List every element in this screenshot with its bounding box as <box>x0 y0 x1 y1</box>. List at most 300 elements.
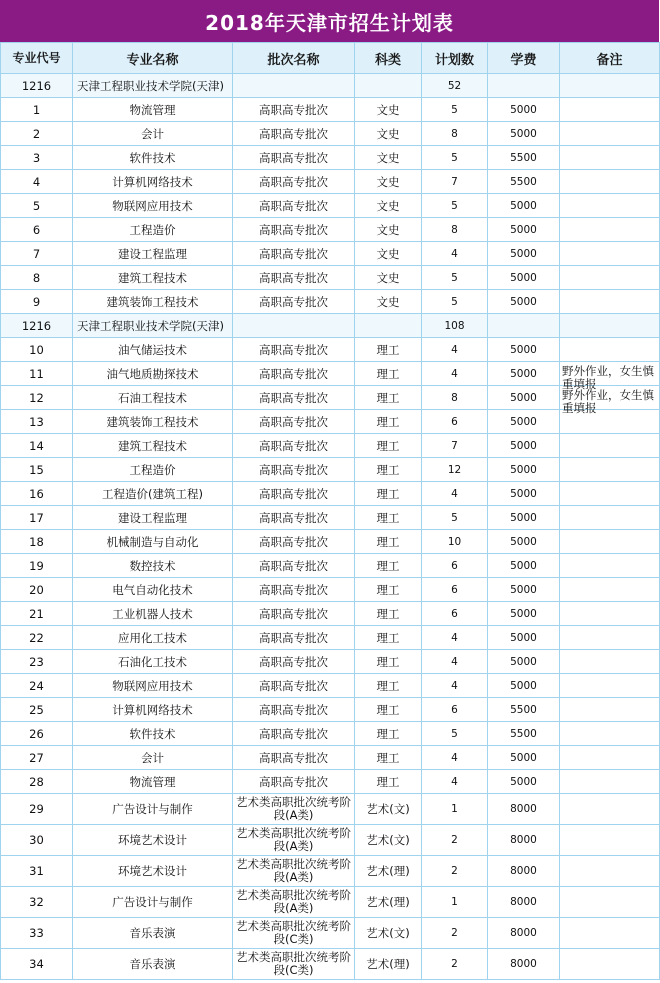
cell-batch: 艺术类高职批次统考阶段(A类) <box>233 794 355 825</box>
cell-fee: 5000 <box>488 530 560 554</box>
cell-batch: 艺术类高职批次统考阶段(A类) <box>233 825 355 856</box>
cell-category: 文史 <box>355 266 422 290</box>
cell-category: 艺术(理) <box>355 887 422 918</box>
cell-name: 工程造价(建筑工程) <box>73 482 233 506</box>
cell-plan: 6 <box>422 554 488 578</box>
cell-name: 天津工程职业技术学院(天津) <box>73 314 233 338</box>
cell-name: 工业机器人技术 <box>73 602 233 626</box>
cell-fee: 5000 <box>488 98 560 122</box>
cell-batch: 高职高专批次 <box>233 98 355 122</box>
cell-note <box>560 794 660 825</box>
cell-category: 理工 <box>355 650 422 674</box>
cell-plan: 108 <box>422 314 488 338</box>
cell-name: 工程造价 <box>73 218 233 242</box>
cell-fee: 5000 <box>488 602 560 626</box>
header-code: 专业代号 <box>1 43 73 74</box>
cell-batch: 高职高专批次 <box>233 602 355 626</box>
cell-fee: 5000 <box>488 338 560 362</box>
cell-plan: 4 <box>422 242 488 266</box>
cell-name: 应用化工技术 <box>73 626 233 650</box>
cell-note <box>560 314 660 338</box>
cell-name: 工程造价 <box>73 458 233 482</box>
table-row <box>1 410 660 434</box>
cell-batch: 高职高专批次 <box>233 242 355 266</box>
cell-plan: 8 <box>422 386 488 410</box>
cell-plan: 5 <box>422 194 488 218</box>
cell-note <box>560 602 660 626</box>
cell-plan: 4 <box>422 650 488 674</box>
cell-name: 软件技术 <box>73 146 233 170</box>
cell-category: 艺术(文) <box>355 794 422 825</box>
cell-category: 理工 <box>355 746 422 770</box>
cell-category: 理工 <box>355 602 422 626</box>
cell-batch: 艺术类高职批次统考阶段(C类) <box>233 949 355 980</box>
cell-batch: 高职高专批次 <box>233 410 355 434</box>
cell-code: 32 <box>1 887 73 918</box>
cell-name: 建筑装饰工程技术 <box>73 290 233 314</box>
cell-name: 石油化工技术 <box>73 650 233 674</box>
cell-note <box>560 362 660 391</box>
cell-batch: 高职高专批次 <box>233 530 355 554</box>
note-text: 野外作业，女生慎重填报 <box>562 364 654 391</box>
table-row <box>1 194 660 218</box>
cell-batch: 高职高专批次 <box>233 386 355 410</box>
cell-category: 理工 <box>355 482 422 506</box>
cell-plan: 10 <box>422 530 488 554</box>
cell-note <box>560 746 660 770</box>
cell-note <box>560 242 660 266</box>
cell-name: 广告设计与制作 <box>73 887 233 918</box>
cell-plan: 4 <box>422 626 488 650</box>
cell-name: 物流管理 <box>73 770 233 794</box>
table-row <box>1 122 660 146</box>
cell-name: 音乐表演 <box>73 918 233 949</box>
cell-plan: 5 <box>422 98 488 122</box>
cell-batch: 高职高专批次 <box>233 770 355 794</box>
cell-note <box>560 674 660 698</box>
cell-note <box>560 698 660 722</box>
cell-fee: 8000 <box>488 825 560 856</box>
cell-plan: 1 <box>422 794 488 825</box>
cell-note <box>560 825 660 856</box>
cell-plan: 6 <box>422 698 488 722</box>
cell-category: 艺术(文) <box>355 918 422 949</box>
cell-category: 文史 <box>355 290 422 314</box>
table-row <box>1 554 660 578</box>
cell-category: 文史 <box>355 98 422 122</box>
cell-plan: 8 <box>422 218 488 242</box>
cell-code: 15 <box>1 458 73 482</box>
table-row <box>1 146 660 170</box>
cell-code: 19 <box>1 554 73 578</box>
note-text: 野外作业，女生慎重填报 <box>562 388 654 415</box>
cell-category: 理工 <box>355 458 422 482</box>
cell-batch: 高职高专批次 <box>233 362 355 386</box>
cell-name: 建设工程监理 <box>73 506 233 530</box>
cell-name: 建筑装饰工程技术 <box>73 410 233 434</box>
cell-batch: 高职高专批次 <box>233 746 355 770</box>
cell-note <box>560 530 660 554</box>
cell-plan: 4 <box>422 770 488 794</box>
cell-fee: 5000 <box>488 626 560 650</box>
table-row <box>1 602 660 626</box>
cell-plan: 7 <box>422 434 488 458</box>
cell-code: 2 <box>1 122 73 146</box>
cell-note <box>560 434 660 458</box>
cell-code: 33 <box>1 918 73 949</box>
cell-batch: 高职高专批次 <box>233 170 355 194</box>
cell-fee: 5000 <box>488 674 560 698</box>
cell-fee: 5000 <box>488 746 560 770</box>
cell-code: 14 <box>1 434 73 458</box>
table-row <box>1 674 660 698</box>
cell-batch: 高职高专批次 <box>233 146 355 170</box>
cell-category: 理工 <box>355 674 422 698</box>
cell-name: 建筑工程技术 <box>73 434 233 458</box>
cell-code: 6 <box>1 218 73 242</box>
cell-note <box>560 458 660 482</box>
cell-batch: 高职高专批次 <box>233 482 355 506</box>
cell-batch <box>233 74 355 98</box>
cell-category: 文史 <box>355 146 422 170</box>
cell-plan: 4 <box>422 338 488 362</box>
cell-category: 理工 <box>355 770 422 794</box>
cell-plan: 2 <box>422 856 488 887</box>
cell-code: 22 <box>1 626 73 650</box>
cell-batch: 艺术类高职批次统考阶段(A类) <box>233 887 355 918</box>
cell-code: 11 <box>1 362 73 386</box>
cell-name: 数控技术 <box>73 554 233 578</box>
cell-fee: 8000 <box>488 794 560 825</box>
cell-code: 23 <box>1 650 73 674</box>
cell-fee: 5500 <box>488 722 560 746</box>
table-row <box>1 482 660 506</box>
cell-plan: 52 <box>422 74 488 98</box>
cell-name: 机械制造与自动化 <box>73 530 233 554</box>
cell-category: 理工 <box>355 578 422 602</box>
cell-name: 物联网应用技术 <box>73 674 233 698</box>
cell-code: 12 <box>1 386 73 410</box>
cell-fee: 5000 <box>488 482 560 506</box>
cell-code: 18 <box>1 530 73 554</box>
table-row <box>1 266 660 290</box>
table-row <box>1 242 660 266</box>
cell-fee: 8000 <box>488 918 560 949</box>
table-row <box>1 650 660 674</box>
cell-name: 环境艺术设计 <box>73 856 233 887</box>
cell-name: 会计 <box>73 122 233 146</box>
cell-code: 30 <box>1 825 73 856</box>
cell-note <box>560 949 660 980</box>
cell-category: 文史 <box>355 242 422 266</box>
cell-code: 31 <box>1 856 73 887</box>
cell-category: 理工 <box>355 626 422 650</box>
cell-name: 环境艺术设计 <box>73 825 233 856</box>
cell-batch: 高职高专批次 <box>233 506 355 530</box>
cell-code: 20 <box>1 578 73 602</box>
cell-note <box>560 918 660 949</box>
cell-plan: 4 <box>422 362 488 386</box>
cell-batch: 高职高专批次 <box>233 290 355 314</box>
cell-note <box>560 554 660 578</box>
cell-code: 10 <box>1 338 73 362</box>
cell-fee: 5000 <box>488 362 560 386</box>
cell-fee: 5000 <box>488 650 560 674</box>
cell-batch: 高职高专批次 <box>233 626 355 650</box>
cell-note <box>560 506 660 530</box>
cell-fee: 5500 <box>488 698 560 722</box>
cell-note <box>560 770 660 794</box>
cell-batch: 高职高专批次 <box>233 434 355 458</box>
cell-code: 24 <box>1 674 73 698</box>
cell-note <box>560 194 660 218</box>
cell-batch: 高职高专批次 <box>233 458 355 482</box>
table-row <box>1 218 660 242</box>
cell-plan: 5 <box>422 290 488 314</box>
cell-batch: 高职高专批次 <box>233 218 355 242</box>
cell-category: 文史 <box>355 170 422 194</box>
cell-code: 29 <box>1 794 73 825</box>
table-row <box>1 949 660 980</box>
cell-fee <box>488 314 560 338</box>
table-row <box>1 458 660 482</box>
school-group-row <box>1 74 660 98</box>
cell-code: 34 <box>1 949 73 980</box>
table-row <box>1 290 660 314</box>
table-row <box>1 918 660 949</box>
header-batch: 批次名称 <box>233 43 355 74</box>
cell-plan: 2 <box>422 949 488 980</box>
table-header-row <box>1 43 660 74</box>
cell-fee: 5000 <box>488 578 560 602</box>
table-body <box>1 74 660 980</box>
header-category: 科类 <box>355 43 422 74</box>
cell-category: 理工 <box>355 386 422 410</box>
cell-code: 27 <box>1 746 73 770</box>
cell-batch: 高职高专批次 <box>233 122 355 146</box>
cell-plan: 6 <box>422 602 488 626</box>
cell-plan: 5 <box>422 146 488 170</box>
cell-fee: 5000 <box>488 242 560 266</box>
table-row <box>1 698 660 722</box>
cell-note <box>560 482 660 506</box>
table-row <box>1 338 660 362</box>
cell-name: 建设工程监理 <box>73 242 233 266</box>
cell-batch: 高职高专批次 <box>233 722 355 746</box>
cell-note <box>560 887 660 918</box>
cell-batch: 高职高专批次 <box>233 674 355 698</box>
cell-category: 理工 <box>355 554 422 578</box>
enrollment-plan-table <box>0 42 660 980</box>
cell-fee <box>488 74 560 98</box>
cell-fee: 5000 <box>488 770 560 794</box>
table-row <box>1 626 660 650</box>
page-title: 2018年天津市招生计划表 <box>0 0 659 42</box>
cell-batch: 高职高专批次 <box>233 578 355 602</box>
school-group-row <box>1 314 660 338</box>
cell-category: 理工 <box>355 506 422 530</box>
table-row <box>1 794 660 825</box>
table-row <box>1 362 660 386</box>
cell-plan: 4 <box>422 674 488 698</box>
cell-code: 26 <box>1 722 73 746</box>
cell-category: 理工 <box>355 434 422 458</box>
cell-code: 28 <box>1 770 73 794</box>
cell-fee: 5000 <box>488 266 560 290</box>
table-row <box>1 98 660 122</box>
cell-category: 艺术(理) <box>355 856 422 887</box>
cell-note <box>560 290 660 314</box>
cell-batch: 高职高专批次 <box>233 194 355 218</box>
table-row <box>1 856 660 887</box>
cell-batch: 高职高专批次 <box>233 338 355 362</box>
table-row <box>1 434 660 458</box>
cell-fee: 8000 <box>488 887 560 918</box>
cell-note <box>560 386 660 415</box>
cell-category <box>355 314 422 338</box>
cell-name: 音乐表演 <box>73 949 233 980</box>
table-row <box>1 825 660 856</box>
cell-name: 电气自动化技术 <box>73 578 233 602</box>
cell-plan: 4 <box>422 482 488 506</box>
cell-batch: 艺术类高职批次统考阶段(C类) <box>233 918 355 949</box>
cell-name: 天津工程职业技术学院(天津) <box>73 74 233 98</box>
cell-code: 13 <box>1 410 73 434</box>
cell-plan: 5 <box>422 722 488 746</box>
cell-note <box>560 578 660 602</box>
cell-code: 25 <box>1 698 73 722</box>
cell-note <box>560 170 660 194</box>
cell-code: 17 <box>1 506 73 530</box>
cell-note <box>560 122 660 146</box>
cell-batch: 高职高专批次 <box>233 554 355 578</box>
cell-plan: 2 <box>422 918 488 949</box>
cell-fee: 5500 <box>488 146 560 170</box>
cell-name: 油气储运技术 <box>73 338 233 362</box>
cell-category: 理工 <box>355 722 422 746</box>
table-row <box>1 530 660 554</box>
cell-name: 会计 <box>73 746 233 770</box>
cell-fee: 5000 <box>488 458 560 482</box>
cell-note <box>560 98 660 122</box>
cell-note <box>560 650 660 674</box>
cell-plan: 8 <box>422 122 488 146</box>
cell-code: 1216 <box>1 74 73 98</box>
cell-code: 21 <box>1 602 73 626</box>
cell-fee: 5000 <box>488 386 560 410</box>
cell-plan: 7 <box>422 170 488 194</box>
header-plan: 计划数 <box>422 43 488 74</box>
cell-fee: 5000 <box>488 554 560 578</box>
cell-code: 9 <box>1 290 73 314</box>
cell-note <box>560 266 660 290</box>
cell-batch <box>233 314 355 338</box>
cell-category: 艺术(理) <box>355 949 422 980</box>
cell-category <box>355 74 422 98</box>
cell-name: 计算机网络技术 <box>73 170 233 194</box>
cell-fee: 5000 <box>488 194 560 218</box>
cell-fee: 8000 <box>488 856 560 887</box>
cell-plan: 2 <box>422 825 488 856</box>
table-row <box>1 386 660 410</box>
cell-note <box>560 856 660 887</box>
cell-name: 软件技术 <box>73 722 233 746</box>
table-row <box>1 506 660 530</box>
cell-category: 理工 <box>355 530 422 554</box>
cell-name: 物流管理 <box>73 98 233 122</box>
cell-plan: 12 <box>422 458 488 482</box>
cell-category: 文史 <box>355 218 422 242</box>
table-row <box>1 770 660 794</box>
cell-category: 文史 <box>355 194 422 218</box>
cell-plan: 5 <box>422 506 488 530</box>
cell-code: 4 <box>1 170 73 194</box>
cell-code: 1 <box>1 98 73 122</box>
cell-note <box>560 626 660 650</box>
cell-category: 理工 <box>355 410 422 434</box>
cell-name: 计算机网络技术 <box>73 698 233 722</box>
header-note: 备注 <box>560 43 660 74</box>
table-row <box>1 746 660 770</box>
cell-fee: 5500 <box>488 170 560 194</box>
cell-name: 建筑工程技术 <box>73 266 233 290</box>
cell-plan: 1 <box>422 887 488 918</box>
cell-plan: 5 <box>422 266 488 290</box>
cell-note <box>560 146 660 170</box>
cell-note <box>560 218 660 242</box>
cell-name: 石油工程技术 <box>73 386 233 410</box>
cell-name: 物联网应用技术 <box>73 194 233 218</box>
table-row <box>1 578 660 602</box>
header-fee: 学费 <box>488 43 560 74</box>
cell-batch: 高职高专批次 <box>233 266 355 290</box>
cell-category: 文史 <box>355 122 422 146</box>
cell-code: 8 <box>1 266 73 290</box>
cell-fee: 5000 <box>488 218 560 242</box>
cell-category: 理工 <box>355 698 422 722</box>
cell-fee: 5000 <box>488 434 560 458</box>
cell-category: 艺术(文) <box>355 825 422 856</box>
cell-batch: 高职高专批次 <box>233 650 355 674</box>
cell-batch: 艺术类高职批次统考阶段(A类) <box>233 856 355 887</box>
cell-name: 油气地质勘探技术 <box>73 362 233 386</box>
table-row <box>1 722 660 746</box>
cell-code: 7 <box>1 242 73 266</box>
cell-fee: 5000 <box>488 410 560 434</box>
cell-name: 广告设计与制作 <box>73 794 233 825</box>
cell-fee: 5000 <box>488 290 560 314</box>
cell-fee: 5000 <box>488 506 560 530</box>
cell-fee: 5000 <box>488 122 560 146</box>
cell-batch: 高职高专批次 <box>233 698 355 722</box>
cell-category: 理工 <box>355 362 422 386</box>
cell-fee: 8000 <box>488 949 560 980</box>
cell-plan: 6 <box>422 578 488 602</box>
cell-code: 3 <box>1 146 73 170</box>
table-row <box>1 887 660 918</box>
cell-code: 16 <box>1 482 73 506</box>
table-row <box>1 170 660 194</box>
header-name: 专业名称 <box>73 43 233 74</box>
cell-code: 1216 <box>1 314 73 338</box>
cell-code: 5 <box>1 194 73 218</box>
cell-note <box>560 74 660 98</box>
cell-note <box>560 338 660 362</box>
cell-category: 理工 <box>355 338 422 362</box>
cell-plan: 4 <box>422 746 488 770</box>
cell-note <box>560 722 660 746</box>
cell-plan: 6 <box>422 410 488 434</box>
